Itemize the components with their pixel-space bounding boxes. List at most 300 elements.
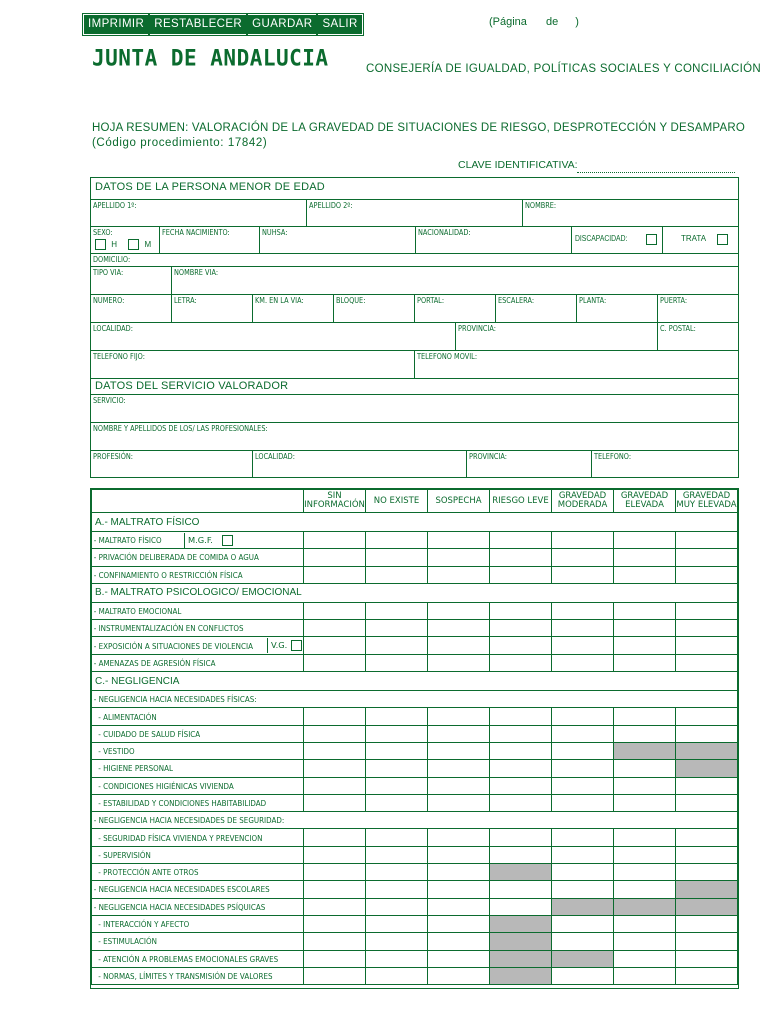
grid-item-row (92, 864, 738, 881)
grid-cell-option[interactable] (304, 967, 366, 984)
sex-h-label: H (111, 239, 118, 249)
fecha-field[interactable] (160, 227, 260, 253)
grid-cell-option[interactable] (614, 654, 676, 671)
grid-cell-option[interactable] (676, 725, 738, 742)
grid-cell-option[interactable] (614, 549, 676, 566)
grid-item-label (92, 933, 304, 950)
grid-cell-option[interactable] (366, 566, 428, 583)
grid-item-extra-checkbox[interactable] (291, 640, 302, 651)
numero-label: NUMERO: (93, 296, 125, 305)
grid-cell-option[interactable] (304, 602, 366, 619)
exit-button[interactable]: SALIR (318, 15, 361, 34)
grid-item-text: - AMENAZAS DE AGRESIÓN FÍSICA (93, 657, 216, 668)
sex-m-label: M (144, 239, 152, 249)
grid-cell-option[interactable] (490, 898, 552, 915)
grid-cell-option[interactable] (490, 881, 552, 898)
grid-item-row (92, 933, 738, 950)
grid-item-row (92, 742, 738, 759)
letra-field[interactable] (172, 295, 253, 322)
grid-subsection-label (92, 691, 738, 708)
grid-cell-option[interactable] (490, 549, 552, 566)
assessment-grid-body (92, 490, 738, 985)
toolbar (84, 15, 362, 34)
sexo-field (91, 227, 160, 253)
grid-cell-option[interactable] (366, 708, 428, 725)
tel-fijo-label: TELEFONO FIJO: (93, 352, 145, 361)
grid-cell-option[interactable] (366, 602, 428, 619)
grid-cell-option[interactable] (552, 532, 614, 549)
grid-cell-option[interactable] (676, 829, 738, 846)
nombre-via-label: NOMBRE VIA: (174, 268, 219, 277)
grid-cell-option[interactable] (428, 549, 490, 566)
servicio-row[interactable] (91, 395, 738, 423)
grid-item-text: - ALIMENTACIÓN (93, 711, 157, 722)
grid-item-extra (184, 533, 233, 548)
grid-item-row (92, 602, 738, 619)
tipo-via-label: TIPO VIA: (93, 268, 124, 277)
grid-cell-option[interactable] (366, 777, 428, 794)
grid-item-label (92, 794, 304, 811)
grid-cell-option[interactable] (428, 532, 490, 549)
grid-item-label (92, 708, 304, 725)
grid-cell-option[interactable] (490, 620, 552, 637)
grid-item-extra (267, 638, 302, 653)
grid-item-label (92, 967, 304, 984)
grid-cell-option[interactable] (366, 742, 428, 759)
grid-cell-option[interactable] (366, 725, 428, 742)
grid-cell-option[interactable] (614, 532, 676, 549)
grid-cell-option[interactable] (304, 637, 366, 654)
grid-header-blank (92, 490, 304, 513)
grid-section-label: B.- MALTRATO PSICOLOGICO/ EMOCIONAL (92, 583, 738, 602)
service-telefono-label: TELEFONO: (594, 452, 632, 461)
grid-column-header-line1: SOSPECHA (435, 495, 482, 506)
grid-cell-option[interactable] (676, 602, 738, 619)
names-row (91, 200, 738, 227)
trata-label: TRATA (681, 234, 707, 243)
grid-cell-option[interactable] (552, 933, 614, 950)
grid-cell-option[interactable] (552, 725, 614, 742)
grid-column-header (304, 490, 366, 513)
grid-cell-option[interactable] (490, 760, 552, 777)
grid-cell-option[interactable] (676, 549, 738, 566)
grid-item-row (92, 846, 738, 863)
grid-item-row (92, 950, 738, 967)
profesion-field[interactable] (91, 451, 253, 477)
grid-item-row (92, 881, 738, 898)
km-field[interactable] (253, 295, 334, 322)
trata-checkbox[interactable] (717, 234, 728, 245)
grid-item-text: - ESTABILIDAD Y CONDICIONES HABITABILIDAD (93, 798, 267, 808)
grid-item-text: - CONDICIONES HIGIÉNICAS VIVIENDA (93, 780, 234, 791)
grid-cell-option[interactable] (428, 637, 490, 654)
grid-column-header-line1: SIN (327, 491, 342, 501)
grid-cell-option[interactable] (676, 794, 738, 811)
grid-cell-option[interactable] (304, 864, 366, 881)
grid-item-text: - NEGLIGENCIA HACIA NECESIDADES ESCOLARES (93, 884, 270, 895)
grid-item-label (92, 549, 304, 566)
grid-cell-option[interactable] (676, 777, 738, 794)
grid-item-row (92, 566, 738, 583)
grid-column-header (490, 490, 552, 513)
nacionalidad-field[interactable] (416, 227, 572, 253)
grid-item-extra-checkbox[interactable] (222, 535, 233, 546)
grid-cell-option[interactable] (614, 637, 676, 654)
grid-cell-option[interactable] (552, 654, 614, 671)
grid-column-header-line1: NO EXISTE (373, 495, 420, 506)
grid-subsection-text: - NEGLIGENCIA HACIA NECESIDADES DE SEGURIDAD: (93, 815, 285, 826)
numero-field[interactable] (91, 295, 172, 322)
grid-cell-option[interactable] (676, 637, 738, 654)
grid-cell-option[interactable] (552, 794, 614, 811)
grid-cell-option[interactable] (552, 881, 614, 898)
grid-cell-option[interactable] (428, 742, 490, 759)
sex-m-checkbox[interactable] (128, 239, 139, 250)
page-indicator (489, 16, 579, 28)
grid-cell-option[interactable] (366, 760, 428, 777)
grid-cell-option[interactable] (304, 777, 366, 794)
grid-item-label (92, 915, 304, 932)
grid-cell-option[interactable] (366, 637, 428, 654)
grid-cell-option[interactable] (304, 898, 366, 915)
grid-cell-option[interactable] (490, 532, 552, 549)
grid-cell-option[interactable] (304, 915, 366, 932)
grid-cell-option[interactable] (428, 881, 490, 898)
grid-cell-option[interactable] (428, 950, 490, 967)
nombre-via-field[interactable] (172, 267, 737, 294)
grid-cell-option[interactable] (552, 620, 614, 637)
grid-cell-option[interactable] (552, 566, 614, 583)
grid-cell-option[interactable] (614, 794, 676, 811)
grid-item-row (92, 725, 738, 742)
apellido2-field[interactable] (307, 200, 523, 226)
grid-cell-disabled (676, 898, 738, 915)
grid-cell-option[interactable] (614, 777, 676, 794)
grid-cell-option[interactable] (676, 933, 738, 950)
grid-section-label: C.- NEGLIGENCIA (92, 672, 738, 691)
grid-cell-disabled (490, 967, 552, 984)
grid-cell-option[interactable] (304, 760, 366, 777)
grid-subsection-row (92, 812, 738, 829)
grid-column-header-line1: RIESGO LEVE (492, 495, 549, 506)
grid-item-text: - CUIDADO DE SALUD FÍSICA (93, 728, 201, 739)
grid-cell-option[interactable] (366, 620, 428, 637)
grid-item-row (92, 549, 738, 566)
grid-cell-option[interactable] (676, 620, 738, 637)
save-button[interactable]: GUARDAR (248, 15, 316, 34)
grid-column-header (552, 490, 614, 513)
nombre-field[interactable] (523, 200, 737, 226)
grid-cell-option[interactable] (614, 846, 676, 863)
grid-item-text: - MALTRATO FÍSICO (93, 535, 162, 546)
grid-cell-option[interactable] (490, 777, 552, 794)
grid-item-label (92, 654, 304, 671)
grid-cell-option[interactable] (552, 864, 614, 881)
grid-cell-option[interactable] (366, 967, 428, 984)
portal-label: PORTAL: (417, 296, 445, 305)
grid-cell-option[interactable] (428, 777, 490, 794)
grid-cell-option[interactable] (304, 794, 366, 811)
grid-cell-option[interactable] (614, 602, 676, 619)
assessment-grid-frame (90, 488, 739, 989)
service-localidad-label: LOCALIDAD: (255, 452, 295, 461)
grid-cell-option[interactable] (428, 829, 490, 846)
grid-item-label (92, 566, 304, 583)
nuhsa-label: NUHSA: (262, 228, 288, 237)
nuhsa-field[interactable] (260, 227, 416, 253)
grid-cell-option[interactable] (366, 881, 428, 898)
grid-cell-option[interactable] (428, 864, 490, 881)
print-button[interactable]: IMPRIMIR (84, 15, 148, 34)
grid-cell-option[interactable] (676, 864, 738, 881)
grid-cell-option[interactable] (490, 829, 552, 846)
profesionales-row[interactable] (91, 423, 738, 451)
grid-cell-option[interactable] (552, 602, 614, 619)
grid-cell-option[interactable] (676, 654, 738, 671)
provincia-field[interactable] (456, 323, 658, 350)
servicio-label: SERVICIO: (93, 396, 126, 405)
grid-cell-option[interactable] (614, 864, 676, 881)
grid-subsection-text: - NEGLIGENCIA HACIA NECESIDADES FÍSICAS: (93, 694, 257, 705)
portal-field[interactable] (415, 295, 496, 322)
grid-item-row (92, 620, 738, 637)
grid-cell-option[interactable] (428, 566, 490, 583)
grid-column-header-line2: MUY ELEVADA (676, 500, 737, 510)
grid-cell-disabled (552, 898, 614, 915)
grid-cell-option[interactable] (490, 602, 552, 619)
grid-cell-option[interactable] (552, 760, 614, 777)
grid-item-row (92, 637, 738, 654)
grid-subsection-row (92, 691, 738, 708)
grid-cell-option[interactable] (366, 654, 428, 671)
grid-cell-option[interactable] (676, 915, 738, 932)
grid-cell-disabled (676, 881, 738, 898)
grid-cell-option[interactable] (552, 829, 614, 846)
apellido1-field[interactable] (91, 200, 307, 226)
grid-item-label (92, 881, 304, 898)
grid-item-text: - INSTRUMENTALIZACIÓN EN CONFLICTOS (93, 623, 244, 634)
grid-cell-option[interactable] (304, 829, 366, 846)
service-provincia-label: PROVINCIA: (469, 452, 507, 461)
grid-cell-option[interactable] (552, 967, 614, 984)
minor-section-title: DATOS DE LA PERSONA MENOR DE EDAD (95, 181, 325, 193)
grid-cell-option[interactable] (614, 708, 676, 725)
grid-header-row (92, 490, 738, 513)
grid-cell-option[interactable] (552, 742, 614, 759)
grid-cell-disabled (676, 760, 738, 777)
sexo-label: SEXO: (93, 228, 113, 237)
via-row (91, 267, 738, 295)
grid-item-label (92, 620, 304, 637)
grid-cell-option[interactable] (614, 566, 676, 583)
service-section-header (91, 379, 738, 395)
tel-movil-field[interactable] (415, 351, 737, 378)
grid-cell-option[interactable] (304, 708, 366, 725)
grid-item-label (92, 898, 304, 915)
grid-cell-option[interactable] (366, 864, 428, 881)
grid-item-row (92, 915, 738, 932)
page-open: (Página (489, 16, 527, 28)
puerta-field[interactable] (658, 295, 737, 322)
grid-cell-option[interactable] (676, 846, 738, 863)
grid-cell-option[interactable] (490, 846, 552, 863)
grid-cell-option[interactable] (304, 846, 366, 863)
service-section-title: DATOS DEL SERVICIO VALORADOR (95, 380, 289, 392)
grid-item-label (92, 829, 304, 846)
grid-cell-option[interactable] (428, 602, 490, 619)
grid-cell-option[interactable] (490, 654, 552, 671)
localidad-field[interactable] (91, 323, 456, 350)
grid-cell-option[interactable] (428, 794, 490, 811)
bloque-label: BLOQUE: (336, 296, 366, 305)
escalera-label: ESCALERA: (498, 296, 535, 305)
grid-cell-option[interactable] (552, 846, 614, 863)
grid-item-extra-label: V.G. (271, 640, 288, 651)
grid-cell-option[interactable] (428, 725, 490, 742)
grid-cell-option[interactable] (490, 637, 552, 654)
grid-cell-option[interactable] (304, 725, 366, 742)
grid-cell-option[interactable] (614, 881, 676, 898)
minor-section-header (91, 178, 738, 200)
reset-button[interactable]: RESTABLECER (150, 15, 246, 34)
grid-cell-option[interactable] (614, 725, 676, 742)
grid-cell-option[interactable] (614, 915, 676, 932)
grid-cell-option[interactable] (428, 654, 490, 671)
grid-cell-option[interactable] (676, 532, 738, 549)
grid-cell-option[interactable] (366, 846, 428, 863)
grid-cell-option[interactable] (490, 742, 552, 759)
grid-cell-option[interactable] (304, 950, 366, 967)
grid-cell-option[interactable] (428, 760, 490, 777)
grid-cell-option[interactable] (366, 933, 428, 950)
grid-item-row (92, 760, 738, 777)
grid-cell-option[interactable] (366, 915, 428, 932)
grid-cell-option[interactable] (304, 566, 366, 583)
grid-cell-option[interactable] (676, 566, 738, 583)
tel-fijo-field[interactable] (91, 351, 415, 378)
grid-cell-option[interactable] (304, 549, 366, 566)
grid-cell-option[interactable] (366, 794, 428, 811)
grid-cell-disabled (490, 950, 552, 967)
tipo-via-field[interactable] (91, 267, 172, 294)
clave-field[interactable] (577, 172, 735, 173)
grid-item-text: - MALTRATO EMOCIONAL (93, 606, 182, 617)
sex-row (91, 227, 738, 254)
grid-cell-option[interactable] (614, 620, 676, 637)
grid-cell-option[interactable] (304, 654, 366, 671)
service-localidad-field[interactable] (253, 451, 467, 477)
cpostal-label: C. POSTAL: (660, 324, 696, 333)
grid-cell-option[interactable] (614, 933, 676, 950)
grid-cell-option[interactable] (366, 829, 428, 846)
grid-cell-option[interactable] (552, 637, 614, 654)
discapacidad-field (572, 227, 663, 253)
assessment-grid (91, 489, 738, 985)
sex-options (95, 239, 151, 250)
grid-cell-option[interactable] (552, 915, 614, 932)
grid-item-label (92, 532, 304, 549)
grid-cell-option[interactable] (366, 950, 428, 967)
grid-section-row (92, 513, 738, 532)
bloque-field[interactable] (334, 295, 415, 322)
grid-item-label (92, 725, 304, 742)
grid-item-text: - PROTECCIÓN ANTE OTROS (93, 867, 199, 878)
grid-cell-option[interactable] (552, 708, 614, 725)
planta-field[interactable] (577, 295, 658, 322)
grid-cell-option[interactable] (428, 846, 490, 863)
grid-item-label (92, 950, 304, 967)
department-name: CONSEJERÍA DE IGUALDAD, POLÍTICAS SOCIALES Y CONCILIACIÓN (366, 63, 761, 75)
service-telefono-field[interactable] (592, 451, 737, 477)
grid-item-label (92, 742, 304, 759)
grid-item-row (92, 532, 738, 549)
page-de: de (545, 16, 559, 28)
grid-cell-option[interactable] (366, 532, 428, 549)
grid-cell-option[interactable] (676, 708, 738, 725)
grid-item-label (92, 846, 304, 863)
grid-cell-option[interactable] (428, 898, 490, 915)
grid-cell-option[interactable] (428, 915, 490, 932)
grid-cell-option[interactable] (366, 898, 428, 915)
locality-row (91, 323, 738, 351)
grid-item-text: - EXPOSICIÓN A SITUACIONES DE VIOLENCIA (93, 640, 253, 651)
grid-cell-option[interactable] (428, 967, 490, 984)
grid-cell-option[interactable] (676, 950, 738, 967)
grid-cell-option[interactable] (614, 829, 676, 846)
grid-cell-option[interactable] (366, 549, 428, 566)
grid-column-header (366, 490, 428, 513)
grid-cell-option[interactable] (552, 777, 614, 794)
grid-item-row (92, 898, 738, 915)
grid-cell-option[interactable] (676, 967, 738, 984)
grid-cell-option[interactable] (490, 794, 552, 811)
puerta-label: PUERTA: (660, 296, 688, 305)
grid-column-header-line2: ELEVADA (625, 500, 664, 510)
grid-cell-option[interactable] (490, 725, 552, 742)
tel-movil-label: TELEFONO MOVIL: (417, 352, 478, 361)
cpostal-field[interactable] (658, 323, 737, 350)
grid-cell-option[interactable] (490, 708, 552, 725)
grid-cell-option[interactable] (428, 708, 490, 725)
grid-subsection-label (92, 812, 738, 829)
grid-item-text: - HIGIENE PERSONAL (93, 763, 173, 774)
grid-item-text: - ATENCIÓN A PROBLEMAS EMOCIONALES GRAVES (93, 953, 279, 964)
grid-item-label (92, 637, 304, 654)
grid-item-text: - SEGURIDAD FÍSICA VIVIENDA Y PREVENCION (93, 832, 263, 843)
planta-label: PLANTA: (579, 296, 607, 305)
grid-cell-option[interactable] (428, 620, 490, 637)
sex-h-checkbox[interactable] (95, 239, 106, 250)
grid-cell-option[interactable] (304, 620, 366, 637)
grid-cell-option[interactable] (428, 933, 490, 950)
grid-column-header-line2: INFORMACIÓN (304, 500, 365, 510)
grid-cell-option[interactable] (304, 532, 366, 549)
document-title: HOJA RESUMEN: VALORACIÓN DE LA GRAVEDAD DE SITUACIONES DE RIESGO, DESPROTECCIÓN Y DESAMPARO (92, 122, 745, 134)
discapacidad-checkbox[interactable] (646, 234, 657, 245)
grid-cell-option[interactable] (490, 566, 552, 583)
grid-cell-option[interactable] (614, 950, 676, 967)
page-close: ) (575, 16, 579, 28)
grid-cell-option[interactable] (304, 742, 366, 759)
grid-cell-option[interactable] (304, 933, 366, 950)
grid-cell-option[interactable] (552, 549, 614, 566)
service-provincia-field[interactable] (467, 451, 592, 477)
grid-cell-option[interactable] (614, 760, 676, 777)
grid-cell-option[interactable] (614, 967, 676, 984)
grid-item-text: - SUPERVISIÓN (93, 849, 151, 860)
grid-cell-option[interactable] (304, 881, 366, 898)
escalera-field[interactable] (496, 295, 577, 322)
